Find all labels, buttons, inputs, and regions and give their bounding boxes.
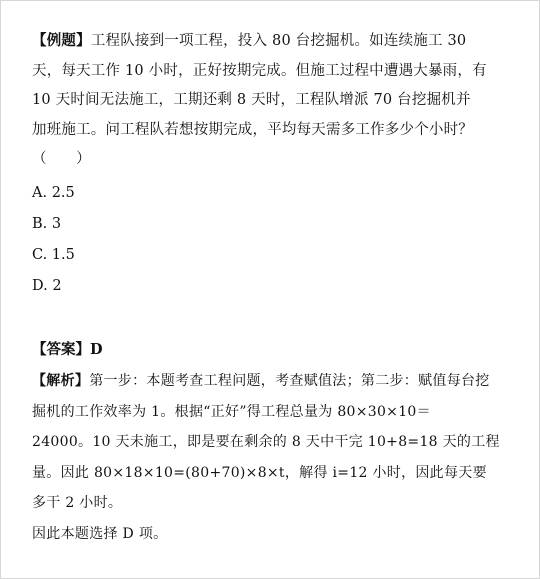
option-b: B. 3	[32, 216, 62, 232]
options-list	[32, 178, 75, 302]
question-line-2: 天，每天工作 10 小时，正好按期完成。但施工过程中遭遇大暴雨，有	[32, 62, 487, 79]
question-line-3: 10 天时间无法施工，工期还剩 8 天时，工程队增派 70 台挖掘机并	[32, 92, 471, 108]
question-line-1	[32, 26, 512, 57]
option-c: C. 1.5	[32, 247, 75, 263]
analysis-line-5: 多干 2 小时。	[32, 495, 123, 511]
question-tag: 【例题】	[32, 32, 91, 49]
option-a: A. 2.5	[32, 185, 75, 201]
analysis-block	[32, 366, 517, 549]
analysis-tag: 【解析】	[32, 373, 90, 389]
answer-value: D	[90, 341, 103, 358]
analysis-line-3: 24000。10 天未施工，即是要在剩余的 8 天中干完 10+8=18 天的工程	[32, 434, 500, 450]
answer-tag: 【答案】	[32, 341, 90, 358]
question-block	[32, 26, 512, 175]
option-d: D. 2	[32, 278, 62, 294]
analysis-text-1: 第一步：本题考查工程问题，考查赋值法；第二步：赋值每台挖	[89, 373, 490, 389]
conclusion-line: 因此本题选择 D 项。	[32, 525, 168, 542]
analysis-line-4: 量。因此 80×18×10=(80+70)×8×t，解得 i=12 小时，因此每天要	[32, 464, 487, 481]
answer-blank: （ ）	[32, 151, 91, 167]
analysis-line-2: 掘机的工作效率为 1。根据“正好”得工程总量为 80×30×10＝	[32, 403, 431, 420]
question-text-1: 工程队接到一项工程，投入 80 台挖掘机。如连续施工 30	[90, 33, 467, 49]
question-line-4: 加班施工。问工程队若想按期完成，平均每天需多工作多少个小时？	[32, 121, 473, 138]
answer-line	[32, 336, 103, 364]
analysis-line-1	[32, 366, 517, 397]
